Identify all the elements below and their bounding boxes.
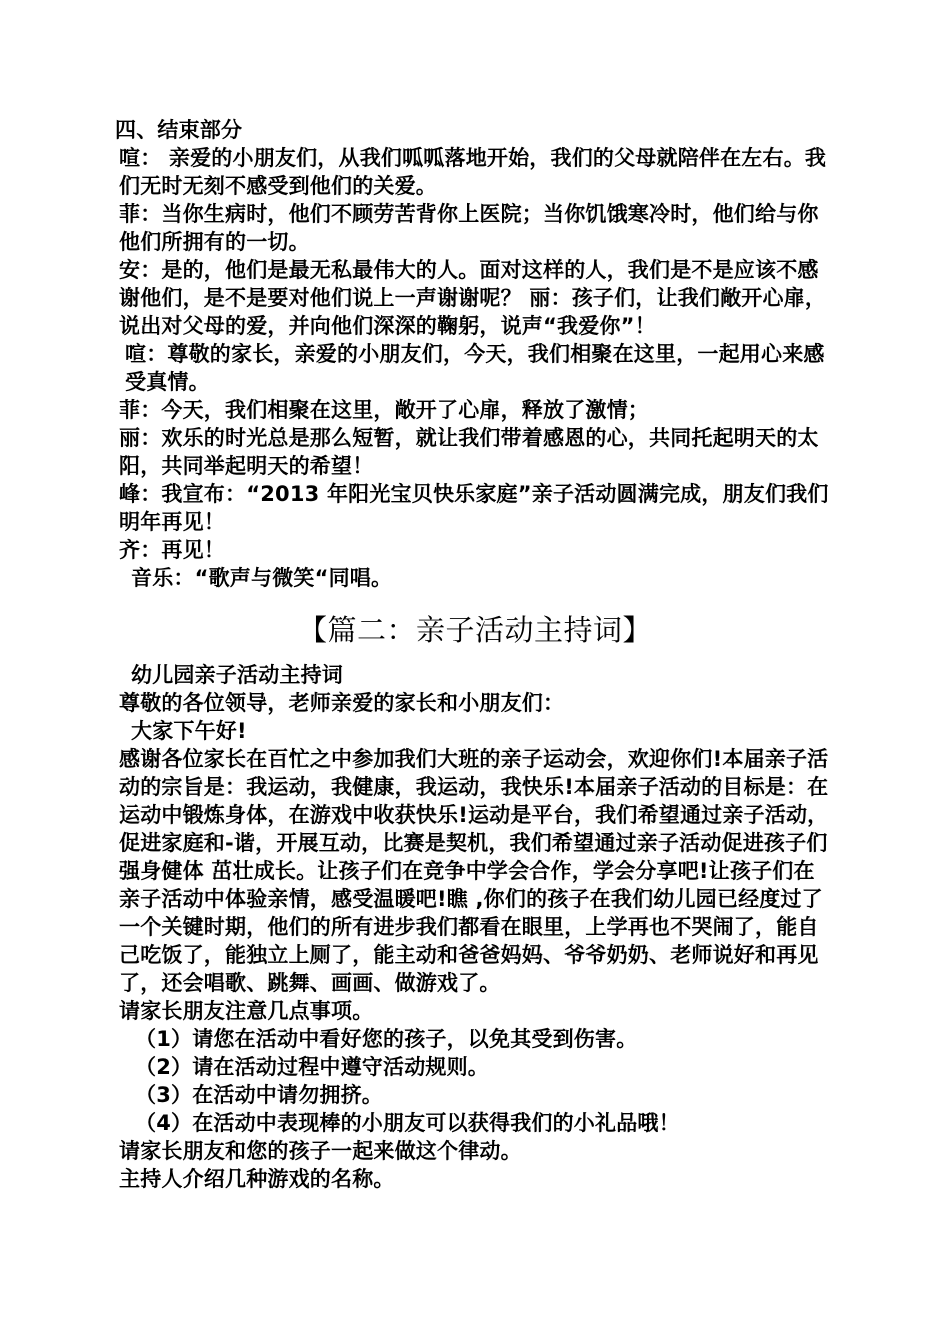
section-heading: 四、结束部分 <box>115 118 243 142</box>
section-closing <box>115 116 830 592</box>
section-title: 【篇二：亲子活动主持词】 <box>297 613 652 647</box>
paragraph: 峰：我宣布：“2013 年阳光宝贝快乐家庭”亲子活动圆满完成，朋友们我们明年再见！ <box>119 482 829 534</box>
list-item: （1）请您在活动中看好您的孩子，以免其受到伤害。 <box>135 1027 638 1051</box>
list-item: （4）在活动中表现棒的小朋友可以获得我们的小礼品哦！ <box>135 1111 680 1135</box>
closing-line: 主持人介绍几种游戏的名称。 <box>119 1167 395 1191</box>
paragraph: 音乐：“歌声与微笑“同唱。 <box>131 566 393 590</box>
paragraph: 喧：尊敬的家长，亲爱的小朋友们，今天，我们相聚在这里，一起用心来感受真情。 <box>125 342 825 394</box>
greeting: 尊敬的各位领导，老师亲爱的家长和小朋友们： <box>119 691 565 715</box>
paragraph: 丽：欢乐的时光总是那么短暂，就让我们带着感恩的心，共同托起明天的太阳，共同举起明天的希望！ <box>119 426 819 478</box>
body-paragraph: 感谢各位家长在百忙之中参加我们大班的亲子运动会，欢迎你们!本届亲子活动的宗旨是：我运动，我健康，我运动，我快乐!本届亲子活动的目标是：在运动中锻炼身体，在游戏中收获快乐!运动是平台，我们希望通过亲子活动，促进家庭和-谐，开展互动，比赛是契机，我们希望通过亲子活动促进孩子们强身健体 茁壮成长。让孩子们在竞争中学会合作，学会分享吧!让孩子们在亲子活动中体验亲情，感受温暖吧!瞧 ,你们的孩子在我们幼儿园已经度过了一个关键时期，他们的所有进步我们都看在眼里，上学再也不哭闹了，能自己吃饭了，能独立上厕了，能主动和爸爸妈妈、爷爷奶奶、老师说好和再见了，还会唱歌、跳舞、画画、做游戏了。 <box>119 747 829 995</box>
section-host-script <box>115 661 830 1193</box>
list-item: （2）请在活动过程中遵守活动规则。 <box>135 1055 490 1079</box>
subtitle: 幼儿园亲子活动主持词 <box>131 663 343 687</box>
paragraph: 喧： 亲爱的小朋友们，从我们呱呱落地开始，我们的父母就陪伴在左右。我们无时无刻不感受到他们的关爱。 <box>119 146 827 198</box>
paragraph: 菲：今天，我们相聚在这里，敞开了心扉，释放了激情； <box>119 398 649 422</box>
closing-line: 请家长朋友和您的孩子一起来做这个律动。 <box>119 1139 522 1163</box>
paragraph: 齐：再见！ <box>119 538 225 562</box>
list-item: （3）在活动中请勿拥挤。 <box>135 1083 384 1107</box>
hello-line: 大家下午好! <box>131 719 247 743</box>
notice-line: 请家长朋友注意几点事项。 <box>119 999 374 1023</box>
paragraph: 菲：当你生病时，他们不顾劳苦背你上医院；当你饥饿寒冷时，他们给与你他们所拥有的一切。 <box>119 202 819 254</box>
paragraph: 安：是的，他们是最无私最伟大的人。面对这样的人，我们是不是应该不感谢他们，是不是要对他们说上一声谢谢呢？ 丽：孩子们，让我们敞开心扉，说出对父母的爱，并向他们深深的鞠躬，说声“我爱你”！ <box>119 258 827 338</box>
